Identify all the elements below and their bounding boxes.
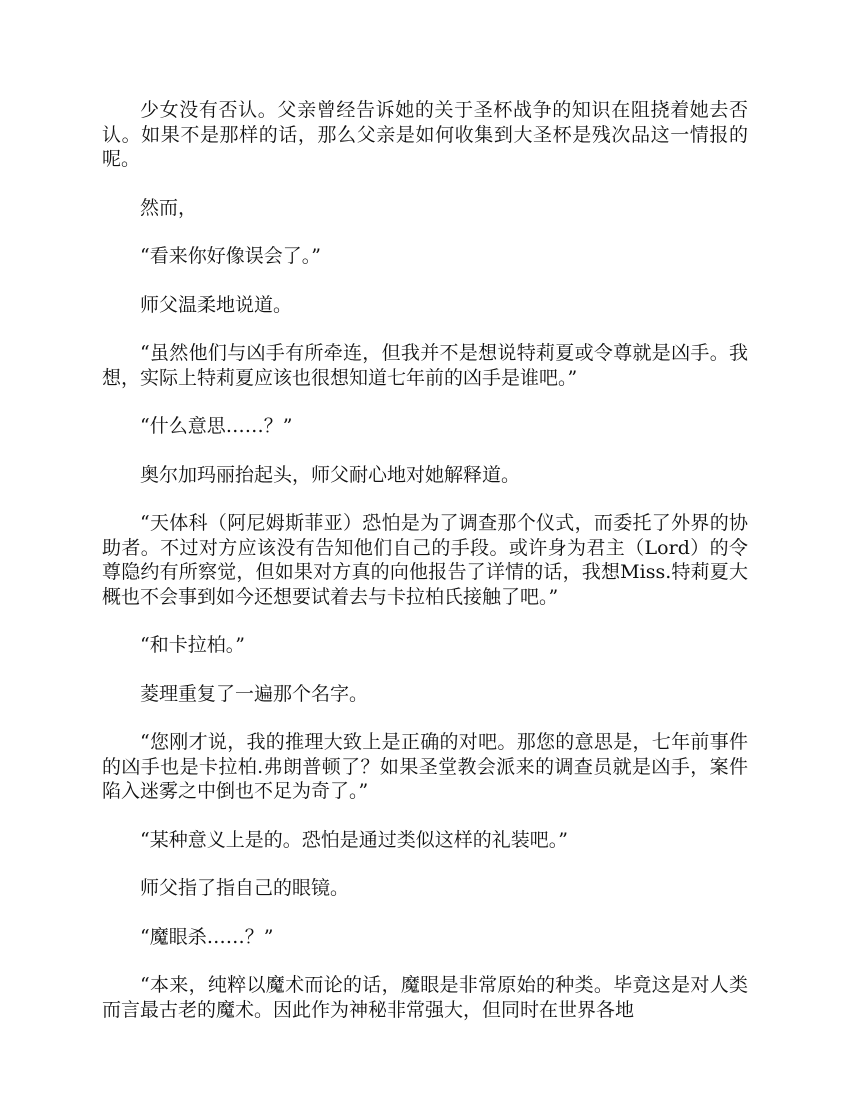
- paragraph: 然而，: [140, 196, 198, 219]
- paragraph: “魔眼杀……？”: [140, 925, 274, 948]
- paragraph: “什么意思……？”: [140, 415, 293, 437]
- paragraph: “虽然他们与凶手有所牵连，但我并不是想说特莉夏或令尊就是凶手。我想，实际上特莉夏应该也很想知道七年前的凶手是谁吧。”: [102, 342, 748, 389]
- paragraph: 菱理重复了一遍那个名字。: [140, 682, 369, 705]
- document-page: [102, 98, 748, 1046]
- paragraph: “本来，纯粹以魔术而论的话，魔眼是非常原始的种类。毕竟这是对人类而言最古老的魔术。因此作为神秘非常强大，但同时在世界各地: [102, 974, 748, 1021]
- paragraph: 师父温柔地说道。: [140, 293, 293, 316]
- paragraph: “和卡拉柏。”: [140, 634, 245, 656]
- paragraph: “天体科（阿尼姆斯菲亚）恐怕是为了调查那个仪式，而委托了外界的协助者。不过对方应该没有告知他们自己的手段。或许身为君主（Lord）的令尊隐约有所察觉，但如果对方真的向他报告了详情的话，我想Miss.特莉夏大概也不会事到如今还想要试着去与卡拉柏氏接触了吧。”: [102, 512, 748, 608]
- paragraph: 少女没有否认。父亲曾经告诉她的关于圣杯战争的知识在阻挠着她去否认。如果不是那样的话，那么父亲是如何收集到大圣杯是残次品这一情报的呢。: [102, 99, 748, 170]
- paragraph: “某种意义上是的。恐怕是通过类似这样的礼装吧。”: [140, 828, 568, 851]
- paragraph: 师父指了指自己的眼镜。: [140, 877, 350, 899]
- paragraph: 奥尔加玛丽抬起头，师父耐心地对她解释道。: [140, 463, 521, 486]
- paragraph: “看来你好像误会了。”: [140, 245, 321, 267]
- paragraph: “您刚才说，我的推理大致上是正确的对吧。那您的意思是，七年前事件的凶手也是卡拉柏.弗朗普顿了？如果圣堂教会派来的调查员就是凶手，案件陷入迷雾之中倒也不足为奇了。”: [102, 731, 748, 802]
